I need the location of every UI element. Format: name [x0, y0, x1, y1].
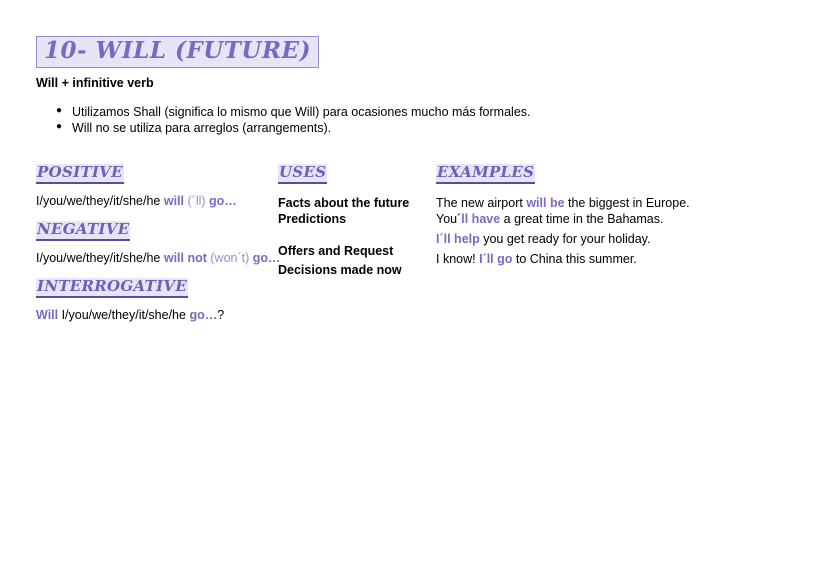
negative-verb: go…: [252, 251, 281, 266]
interrogative-verb: go…: [189, 308, 218, 323]
negative-block: [36, 221, 281, 266]
example-pre: The new airport: [436, 196, 527, 211]
positive-formula: [36, 193, 237, 209]
example-pre: I know!: [436, 252, 480, 267]
interrogative-aux: Will: [36, 308, 59, 323]
uses-heading: USES: [278, 164, 327, 184]
negative-formula: [36, 250, 281, 266]
uses-item: Offers and Request: [278, 244, 394, 259]
example-pre: You´: [436, 212, 462, 227]
uses-item: Decisions made now: [278, 263, 402, 278]
positive-block: [36, 164, 237, 209]
example-highlight: will be: [526, 196, 565, 211]
example-highlight: ll have: [461, 212, 501, 227]
list-item: ● Will no se utiliza para arreglos (arrangements).: [72, 120, 531, 136]
example-highlight: I´ll help: [436, 232, 480, 247]
example-post: the biggest in Europe.: [564, 196, 690, 211]
example-post: a great time in the Bahamas.: [500, 212, 664, 227]
example-item: [436, 211, 816, 227]
interrogative-formula: [36, 307, 224, 323]
example-item: [436, 231, 816, 247]
example-highlight: I´ll go: [479, 252, 513, 267]
example-post: to China this summer.: [512, 252, 637, 267]
interrogative-block: [36, 278, 224, 323]
negative-heading: NEGATIVE: [36, 221, 130, 241]
uses-item: Facts about the future: [278, 196, 410, 211]
positive-heading: POSITIVE: [36, 164, 124, 184]
example-item: [436, 251, 816, 267]
uses-column: [278, 164, 428, 278]
negative-subject: I/you/we/they/it/she/he: [36, 251, 164, 266]
positive-subject: I/you/we/they/it/she/he: [36, 194, 164, 209]
positive-aux: will: [163, 194, 185, 209]
uses-item: Predictions: [278, 212, 347, 227]
positive-contraction: (´ll): [184, 194, 210, 209]
positive-verb: go…: [209, 194, 237, 209]
page-title-container: [36, 36, 319, 68]
examples-column: [436, 164, 816, 267]
interrogative-mark: ?: [217, 308, 225, 323]
page-title: 10- WILL (FUTURE): [36, 36, 319, 68]
negative-contraction: (won´t): [206, 251, 253, 266]
bullet-list: [36, 104, 531, 136]
example-post: you get ready for your holiday.: [479, 232, 651, 247]
negative-aux: will not: [163, 251, 207, 266]
subtitle: Will + infinitive verb: [36, 76, 154, 90]
examples-heading: EXAMPLES: [436, 164, 535, 184]
interrogative-heading: INTERROGATIVE: [36, 278, 188, 298]
example-item: [436, 195, 816, 211]
interrogative-subject: I/you/we/they/it/she/he: [58, 308, 190, 323]
list-item: ● Utilizamos Shall (significa lo mismo que Will) para ocasiones mucho más formales.: [72, 104, 531, 120]
